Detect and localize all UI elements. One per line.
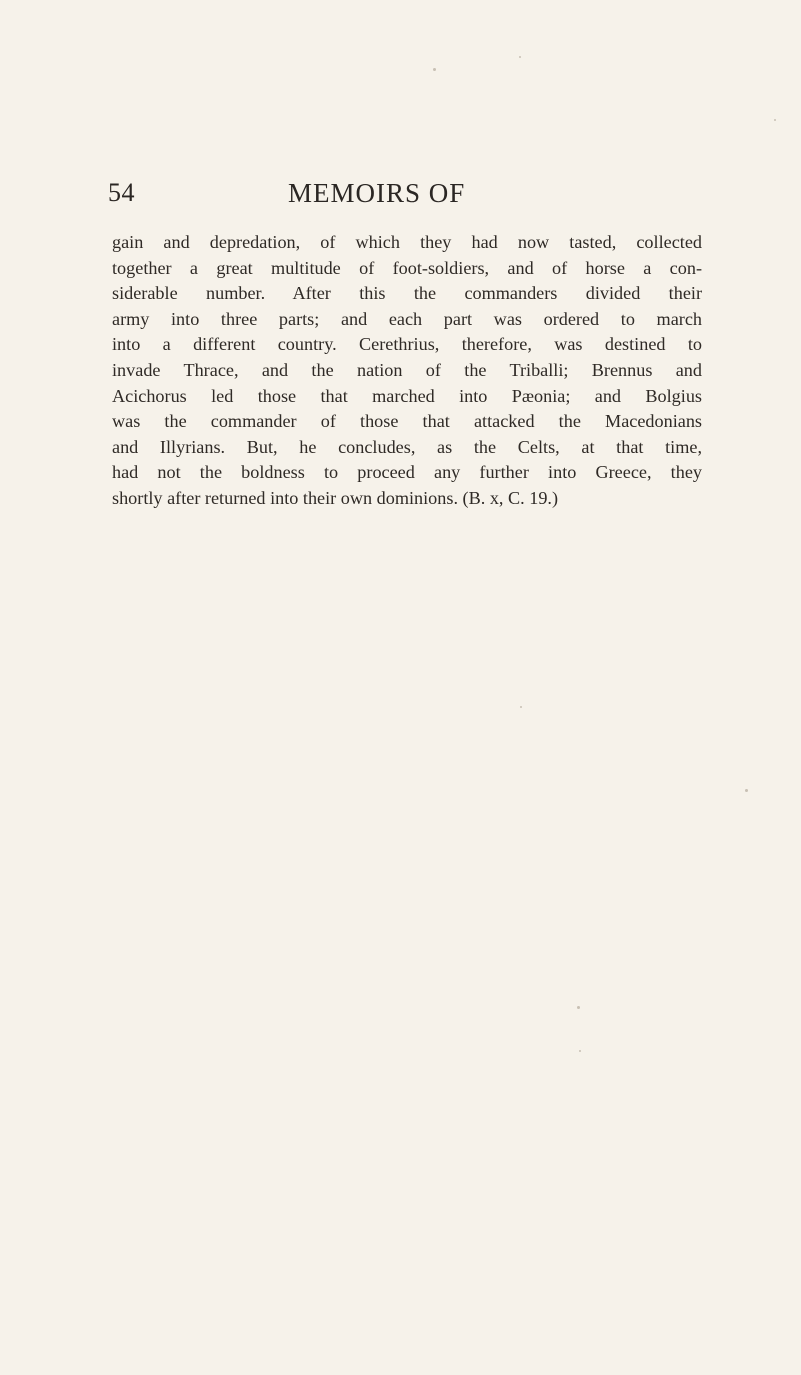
text-line: was the commander of those that attacked the Macedonians <box>112 411 702 432</box>
running-title: MEMOIRS OF <box>288 178 466 208</box>
paper-speck <box>579 1050 581 1052</box>
text-line: gain and depredation, of which they had now tasted, collected <box>112 232 702 252</box>
text-line: invade Thrace, and the nation of the Triballi; Brennus and <box>112 359 702 380</box>
text-line: shortly after returned into their own dominions. (B. x, C. 19.) <box>112 487 559 508</box>
paper-speck <box>433 68 436 71</box>
paper-speck <box>745 789 748 792</box>
text-line: army into three parts; and each part was ordered to march <box>112 308 702 329</box>
text-line: Acichorus led those that marched into Pæonia; and Bolgius <box>112 385 702 406</box>
text-line: together a great multitude of foot-soldiers, and of horse a con- <box>112 257 702 278</box>
paper-speck <box>577 1006 580 1009</box>
page-header <box>108 178 698 218</box>
body-paragraph <box>112 230 702 512</box>
paper-speck <box>519 56 521 58</box>
paper-speck <box>774 119 776 121</box>
text-line: into a different country. Cerethrius, therefore, was destined to <box>112 334 702 355</box>
text-line: siderable number. After this the commanders divided their <box>112 283 702 304</box>
page-number: 54 <box>108 178 135 207</box>
paper-speck <box>520 706 522 708</box>
text-line: had not the boldness to proceed any further into Greece, they <box>112 462 702 483</box>
text-line: and Illyrians. But, he concludes, as the Celts, at that time, <box>112 436 702 457</box>
